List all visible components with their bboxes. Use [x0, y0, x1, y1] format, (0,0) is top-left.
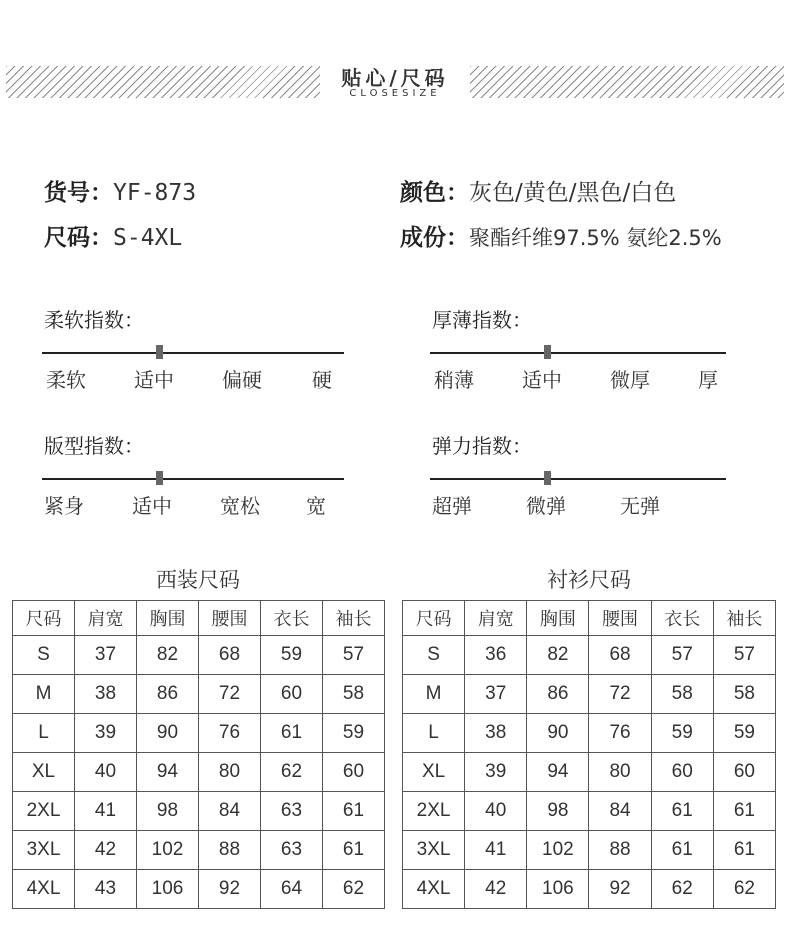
table-cell: 4XL: [13, 870, 75, 909]
elasticity-scale-title: 弹力指数：: [432, 434, 532, 458]
table-cell: S: [13, 636, 75, 675]
table-cell: 42: [75, 831, 137, 870]
color-row: [400, 174, 676, 207]
softness-label-2: 偏硬: [222, 368, 262, 392]
elasticity-scale-line: [430, 478, 726, 480]
table-cell: 64: [261, 870, 323, 909]
fit-scale-line: [42, 478, 344, 480]
table-cell: 58: [651, 675, 713, 714]
suit-header-cell: 尺码: [13, 601, 75, 636]
table-cell: XL: [13, 753, 75, 792]
table-cell: 40: [75, 753, 137, 792]
material-value: 聚酯纤维97.5% 氨纶2.5%: [469, 226, 722, 250]
table-cell: 58: [713, 675, 775, 714]
table-row: [13, 636, 385, 675]
table-cell: 92: [589, 870, 651, 909]
thickness-label-2: 微厚: [610, 368, 650, 392]
table-cell: 62: [651, 870, 713, 909]
table-cell: XL: [403, 753, 465, 792]
table-cell: 61: [651, 792, 713, 831]
table-cell: 61: [713, 831, 775, 870]
softness-label-3: 硬: [312, 368, 332, 392]
table-row: [403, 753, 776, 792]
header-title: 贴心/尺码: [341, 66, 449, 90]
table-cell: 61: [651, 831, 713, 870]
table-cell: 60: [323, 753, 385, 792]
table-cell: 98: [137, 792, 199, 831]
color-value: 灰色/黄色/黑色/白色: [469, 180, 677, 206]
softness-scale-line: [42, 352, 344, 354]
table-cell: 61: [323, 792, 385, 831]
table-cell: L: [403, 714, 465, 753]
table-cell: 82: [527, 636, 589, 675]
elasticity-scale-marker: [544, 471, 551, 485]
header-hatch-left: [6, 66, 320, 98]
table-cell: 61: [713, 792, 775, 831]
table-cell: 76: [589, 714, 651, 753]
table-cell: 61: [323, 831, 385, 870]
table-cell: 98: [527, 792, 589, 831]
table-row: [403, 870, 776, 909]
thickness-label-0: 稍薄: [434, 368, 474, 392]
size-row: [44, 219, 182, 252]
size-label: 尺码：: [44, 225, 113, 251]
table-cell: 58: [323, 675, 385, 714]
table-row: [403, 792, 776, 831]
item-no-value: YF-873: [113, 180, 197, 206]
table-row: [403, 714, 776, 753]
table-cell: L: [13, 714, 75, 753]
table-cell: 92: [199, 870, 261, 909]
material-label: 成份：: [400, 225, 469, 251]
table-cell: 39: [465, 753, 527, 792]
header-subtitle: CLOSESIZE: [349, 88, 441, 99]
size-value: S-4XL: [113, 225, 183, 251]
shirt-table-header-row: [403, 601, 776, 636]
table-cell: 60: [651, 753, 713, 792]
table-row: [403, 636, 776, 675]
shirt-size-table: [402, 600, 776, 909]
fit-label-1: 适中: [132, 494, 172, 518]
fit-label-3: 宽: [306, 494, 326, 518]
table-cell: 57: [651, 636, 713, 675]
table-cell: 2XL: [13, 792, 75, 831]
table-cell: 102: [137, 831, 199, 870]
fit-label-0: 紧身: [44, 494, 84, 518]
header-hatch-right: [470, 66, 784, 98]
table-cell: 42: [465, 870, 527, 909]
table-cell: 86: [137, 675, 199, 714]
shirt-header-cell: 尺码: [403, 601, 465, 636]
table-cell: 63: [261, 831, 323, 870]
table-cell: 37: [75, 636, 137, 675]
shirt-header-cell: 袖长: [713, 601, 775, 636]
table-cell: 43: [75, 870, 137, 909]
table-cell: M: [13, 675, 75, 714]
table-row: [13, 753, 385, 792]
suit-header-cell: 衣长: [261, 601, 323, 636]
table-cell: 62: [323, 870, 385, 909]
material-row: [400, 219, 722, 252]
table-cell: 63: [261, 792, 323, 831]
table-cell: 84: [589, 792, 651, 831]
table-row: [13, 792, 385, 831]
table-cell: 80: [589, 753, 651, 792]
table-cell: S: [403, 636, 465, 675]
table-cell: 82: [137, 636, 199, 675]
table-cell: 60: [261, 675, 323, 714]
softness-scale-title: 柔软指数：: [44, 308, 144, 332]
table-cell: 60: [713, 753, 775, 792]
shirt-table-title: 衬衫尺码: [547, 568, 631, 592]
table-cell: 72: [199, 675, 261, 714]
table-cell: 94: [137, 753, 199, 792]
table-cell: 106: [527, 870, 589, 909]
table-cell: 88: [199, 831, 261, 870]
item-no-row: [44, 174, 196, 207]
table-row: [13, 714, 385, 753]
color-label: 颜色：: [400, 180, 469, 206]
table-cell: 76: [199, 714, 261, 753]
table-cell: 59: [261, 636, 323, 675]
table-cell: 68: [589, 636, 651, 675]
table-row: [13, 831, 385, 870]
table-row: [403, 675, 776, 714]
table-cell: 90: [137, 714, 199, 753]
item-no-label: 货号：: [44, 180, 113, 206]
thickness-scale-line: [430, 352, 726, 354]
table-cell: 39: [75, 714, 137, 753]
table-cell: M: [403, 675, 465, 714]
table-row: [13, 675, 385, 714]
table-row: [13, 870, 385, 909]
table-cell: 59: [323, 714, 385, 753]
table-cell: 41: [75, 792, 137, 831]
suit-table-title: 西装尺码: [156, 568, 240, 592]
elasticity-label-0: 超弹: [432, 494, 472, 518]
table-cell: 86: [527, 675, 589, 714]
elasticity-label-1: 微弹: [526, 494, 566, 518]
suit-header-cell: 腰围: [199, 601, 261, 636]
shirt-header-cell: 衣长: [651, 601, 713, 636]
softness-label-1: 适中: [134, 368, 174, 392]
softness-label-0: 柔软: [46, 368, 86, 392]
fit-scale-title: 版型指数：: [44, 434, 144, 458]
table-cell: 57: [713, 636, 775, 675]
table-cell: 84: [199, 792, 261, 831]
table-cell: 36: [465, 636, 527, 675]
table-cell: 59: [713, 714, 775, 753]
shirt-header-cell: 胸围: [527, 601, 589, 636]
table-cell: 38: [465, 714, 527, 753]
table-cell: 68: [199, 636, 261, 675]
suit-header-cell: 胸围: [137, 601, 199, 636]
suit-table-header-row: [13, 601, 385, 636]
table-cell: 94: [527, 753, 589, 792]
shirt-header-cell: 肩宽: [465, 601, 527, 636]
shirt-header-cell: 腰围: [589, 601, 651, 636]
suit-header-cell: 肩宽: [75, 601, 137, 636]
thickness-scale-marker: [544, 345, 551, 359]
table-cell: 57: [323, 636, 385, 675]
table-cell: 41: [465, 831, 527, 870]
table-cell: 61: [261, 714, 323, 753]
thickness-label-1: 适中: [522, 368, 562, 392]
table-cell: 38: [75, 675, 137, 714]
table-cell: 106: [137, 870, 199, 909]
fit-scale-marker: [156, 471, 163, 485]
suit-size-table: [12, 600, 385, 909]
table-cell: 37: [465, 675, 527, 714]
table-cell: 40: [465, 792, 527, 831]
table-cell: 3XL: [13, 831, 75, 870]
fit-label-2: 宽松: [220, 494, 260, 518]
table-row: [403, 831, 776, 870]
thickness-scale-title: 厚薄指数：: [432, 308, 532, 332]
softness-scale-marker: [156, 345, 163, 359]
suit-header-cell: 袖长: [323, 601, 385, 636]
table-cell: 80: [199, 753, 261, 792]
thickness-label-3: 厚: [698, 368, 718, 392]
elasticity-label-2: 无弹: [620, 494, 660, 518]
table-cell: 88: [589, 831, 651, 870]
table-cell: 4XL: [403, 870, 465, 909]
table-cell: 2XL: [403, 792, 465, 831]
table-cell: 3XL: [403, 831, 465, 870]
table-cell: 59: [651, 714, 713, 753]
table-cell: 62: [261, 753, 323, 792]
table-cell: 62: [713, 870, 775, 909]
table-cell: 102: [527, 831, 589, 870]
table-cell: 90: [527, 714, 589, 753]
table-cell: 72: [589, 675, 651, 714]
